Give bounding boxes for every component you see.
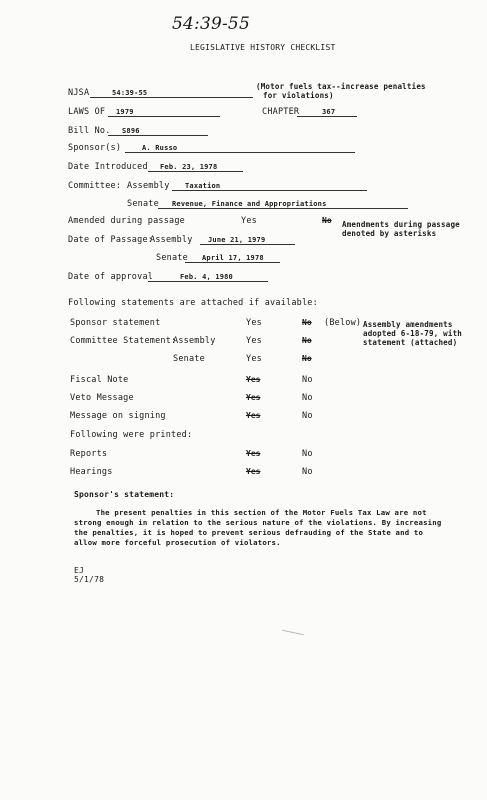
passage-assembly-value: June 21, 1979 — [208, 236, 266, 244]
sponsor-statement-below: (Below) — [324, 318, 362, 328]
bill-no-label: Bill No. — [68, 126, 111, 136]
scan-smudge — [282, 630, 304, 636]
reports-label: Reports — [70, 449, 108, 459]
printed-heading: Following were printed: — [70, 430, 193, 440]
laws-of-value: 1979 — [116, 108, 134, 116]
subject-note-line2: for violations) — [263, 91, 334, 100]
fiscal-note-label: Fiscal Note — [70, 375, 129, 385]
sponsor-statement-label: Sponsor statement — [70, 318, 161, 328]
veto-message-yes-struck: Yes — [246, 393, 261, 402]
committee-label: Committee: — [68, 181, 122, 191]
amended-label: Amended during passage — [68, 216, 185, 226]
amended-note-line1: Amendments during passage — [342, 220, 460, 229]
committee-statement-label: Committee Statement: — [70, 336, 177, 346]
committee-statement-senate: Senate — [173, 354, 205, 364]
sponsor-statement-heading: Sponsor's statement: — [74, 490, 175, 499]
hearings-label: Hearings — [70, 467, 113, 477]
handwritten-file-number: 54:39-55 — [172, 14, 250, 34]
passage-senate-value: April 17, 1978 — [202, 254, 264, 262]
date-introduced-label: Date Introduced — [68, 162, 148, 172]
amended-note-line2: denoted by asterisks — [342, 229, 437, 238]
chapter-label: CHAPTER — [262, 107, 300, 117]
initials: EJ — [74, 566, 85, 575]
initials-date: 5/1/78 — [74, 575, 105, 584]
statement-note-line1: Assembly amendments — [363, 320, 453, 329]
njsa-value: 54:39-55 — [112, 89, 148, 97]
amended-yes: Yes — [241, 216, 257, 226]
passage-assembly-label: Assembly — [150, 235, 193, 245]
hearings-yes-struck: Yes — [246, 467, 261, 476]
amended-no-struck: No — [322, 216, 332, 225]
bill-no-value: S896 — [122, 127, 140, 135]
veto-message-no: No — [302, 393, 313, 403]
committee-statement-assembly-no-struck: No — [302, 336, 312, 345]
sponsor-value: A. Russo — [142, 144, 178, 152]
veto-message-label: Veto Message — [70, 393, 134, 403]
approval-value: Feb. 4, 1980 — [180, 273, 233, 281]
statement-note-line2: adopted 6-18-79, with — [363, 329, 463, 338]
message-signing-yes-struck: Yes — [246, 411, 261, 420]
approval-label: Date of approval — [68, 272, 154, 282]
njsa-label: NJSA — [68, 88, 90, 98]
reports-yes-struck: Yes — [246, 449, 261, 458]
committee-senate-value: Revenue, Finance and Appropriations — [172, 200, 327, 208]
sponsor-statement-line: the penalties, it is hoped to prevent serious defrauding of the State and to — [74, 528, 424, 537]
committee-senate-label: Senate — [127, 199, 159, 209]
sponsor-statement-line: strong enough in relation to the serious nature of the violations. By increasing — [74, 518, 442, 527]
date-introduced-value: Feb. 23, 1978 — [160, 163, 218, 171]
sponsor-statement-line: allow more forceful prosecution of violators. — [74, 538, 281, 547]
fiscal-note-no: No — [302, 375, 313, 385]
committee-statement-senate-no-struck: No — [302, 354, 312, 363]
passage-label: Date of Passage: — [68, 235, 154, 245]
message-signing-label: Message on signing — [70, 411, 166, 421]
laws-of-label: LAWS OF — [68, 107, 106, 117]
fiscal-note-yes-struck: Yes — [246, 375, 261, 384]
hearings-no: No — [302, 467, 313, 477]
sponsor-statement-no-struck: No — [302, 318, 312, 327]
committee-assembly-label: Assembly — [127, 181, 170, 191]
subject-note-line1: (Motor fuels tax--increase penalties — [256, 82, 426, 91]
committee-statement-assembly: Assembly — [173, 336, 216, 346]
committee-statement-assembly-yes: Yes — [246, 336, 262, 346]
page-title: LEGISLATIVE HISTORY CHECKLIST — [190, 43, 336, 52]
statement-note-line3: statement (attached) — [363, 338, 458, 347]
chapter-value: 367 — [322, 108, 336, 116]
committee-statement-senate-yes: Yes — [246, 354, 262, 364]
message-signing-no: No — [302, 411, 313, 421]
reports-no: No — [302, 449, 313, 459]
attached-heading: Following statements are attached if available: — [68, 298, 318, 308]
sponsor-label: Sponsor(s) — [68, 143, 122, 153]
sponsor-statement-yes: Yes — [246, 318, 262, 328]
committee-assembly-value: Taxation — [185, 182, 221, 190]
sponsor-statement-line: The present penalties in this section of the Motor Fuels Tax Law are not — [96, 508, 427, 517]
passage-senate-label: Senate — [156, 253, 188, 263]
